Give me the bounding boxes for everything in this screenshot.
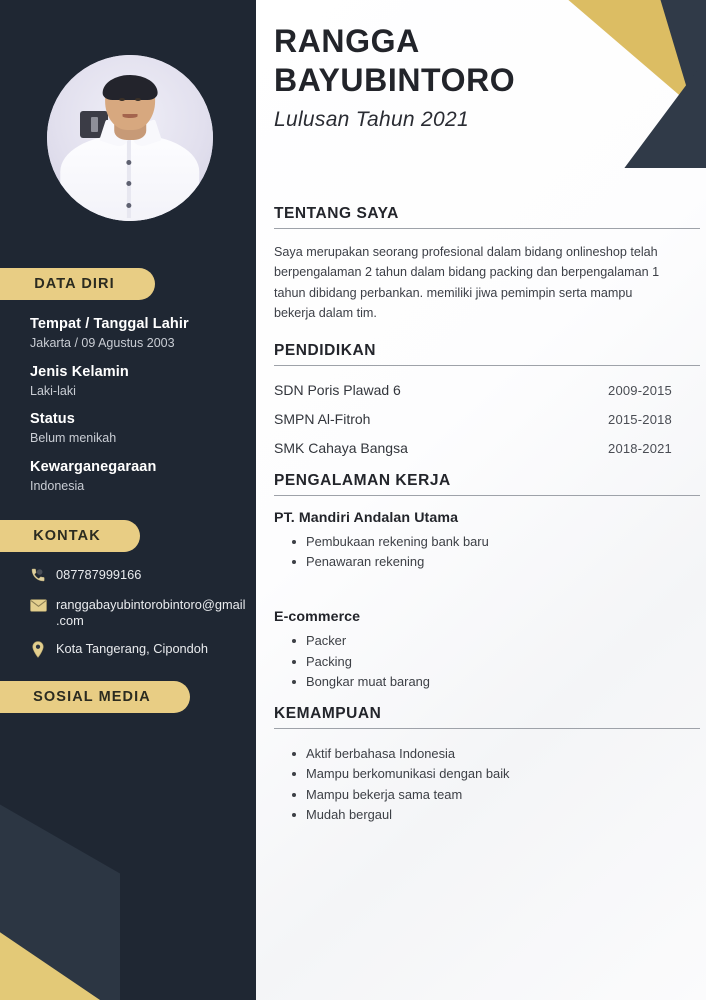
- education-years: 2018-2021: [608, 440, 672, 456]
- education-row: [274, 411, 672, 427]
- sidebar: [0, 0, 256, 1000]
- detail-item: [30, 458, 245, 495]
- detail-value: Indonesia: [30, 479, 85, 493]
- experience-entry: [274, 609, 706, 691]
- avatar: [47, 55, 213, 221]
- section-heading-education: PENDIDIKAN: [274, 342, 700, 366]
- detail-label: Tempat / Tanggal Lahir: [30, 316, 189, 332]
- location-pin-icon: [28, 640, 48, 658]
- contact-phone-value: 087787999166: [56, 567, 142, 582]
- section-heading-skills: KEMAMPUAN: [274, 705, 700, 729]
- education-school: SMPN Al-Fitroh: [274, 410, 371, 427]
- name-first: RANGGA: [274, 23, 420, 59]
- section-pill-sosial-media: [0, 681, 190, 713]
- detail-item: [30, 315, 245, 352]
- detail-item: [30, 363, 245, 400]
- education-school: SDN Poris Plawad 6: [274, 381, 401, 398]
- main-panel: [256, 0, 706, 1000]
- detail-value: Belum menikah: [30, 431, 117, 446]
- skills-bullet-list: [292, 745, 706, 824]
- detail-label: Status: [30, 411, 75, 428]
- education-years: 2009-2015: [608, 382, 672, 398]
- list-item: Mampu bekerja sama team: [292, 786, 706, 804]
- contact-item-phone: [28, 566, 248, 584]
- spacer: [274, 585, 706, 595]
- photo-mouth: [123, 114, 138, 118]
- contact-list: [28, 566, 248, 670]
- contact-email-value: ranggabayubintorobintoro@gmail.com: [56, 597, 246, 628]
- list-item: Mampu berkomunikasi dengan baik: [292, 765, 706, 783]
- section-pill-sosial-media-label: SOSIAL MEDIA: [33, 689, 151, 705]
- experience-bullet-list: [292, 533, 706, 572]
- main-content: [274, 205, 706, 838]
- section-pill-kontak: [0, 520, 140, 552]
- detail-value: Laki-laki: [30, 383, 76, 398]
- phone-icon: [28, 566, 48, 584]
- education-row: [274, 382, 672, 398]
- education-years: 2015-2018: [608, 411, 672, 427]
- list-item: Pembukaan rekening bank baru: [292, 533, 706, 551]
- experience-bullet-list: [292, 632, 706, 691]
- personal-details-list: [30, 315, 245, 506]
- skills-list: [274, 745, 706, 824]
- section-pill-kontak-label: KONTAK: [33, 528, 101, 544]
- experience-entry: [274, 510, 706, 572]
- contact-item-email: [28, 596, 248, 628]
- detail-value: Jakarta / 09 Agustus 2003: [30, 335, 175, 350]
- detail-label: Kewarganegaraan: [30, 459, 157, 476]
- section-pill-data-diri: [0, 268, 155, 300]
- detail-label: Jenis Kelamin: [30, 363, 129, 380]
- contact-item-location: [28, 640, 248, 658]
- page-title: [274, 22, 604, 132]
- section-pill-data-diri-label: DATA DIRI: [34, 276, 115, 292]
- list-item: Bongkar muat barang: [292, 673, 706, 691]
- education-list: [274, 382, 706, 456]
- email-icon: [28, 596, 48, 614]
- education-school: SMK Cahaya Bangsa: [274, 439, 408, 456]
- list-item: Packing: [292, 653, 706, 671]
- section-heading-about: TENTANG SAYA: [274, 205, 700, 229]
- education-row: [274, 440, 672, 456]
- contact-location-value: Kota Tangerang, Cipondoh: [56, 641, 209, 657]
- detail-item: [30, 410, 245, 447]
- name-last: BAYUBINTORO: [274, 62, 516, 99]
- list-item: Aktif berbahasa Indonesia: [292, 745, 706, 763]
- list-item: Packer: [292, 632, 706, 650]
- section-heading-experience: PENGALAMAN KERJA: [274, 472, 700, 496]
- list-item: Penawaran rekening: [292, 553, 706, 571]
- experience-job-title: E-commerce: [274, 609, 361, 626]
- list-item: Mudah bergaul: [292, 806, 706, 824]
- experience-job-title: PT. Mandiri Andalan Utama: [274, 509, 459, 526]
- about-text: Saya merupakan seorang profesional dalam bidang onlineshop telah berpengalaman 2 tahun dalam bidang packing dan berpengalaman 1 tahun dibidang perbankan. memiliki jiwa pemimpin serta mampu bekerja dalam tim.: [274, 245, 660, 321]
- subtitle: Lulusan Tahun 2021: [274, 108, 469, 132]
